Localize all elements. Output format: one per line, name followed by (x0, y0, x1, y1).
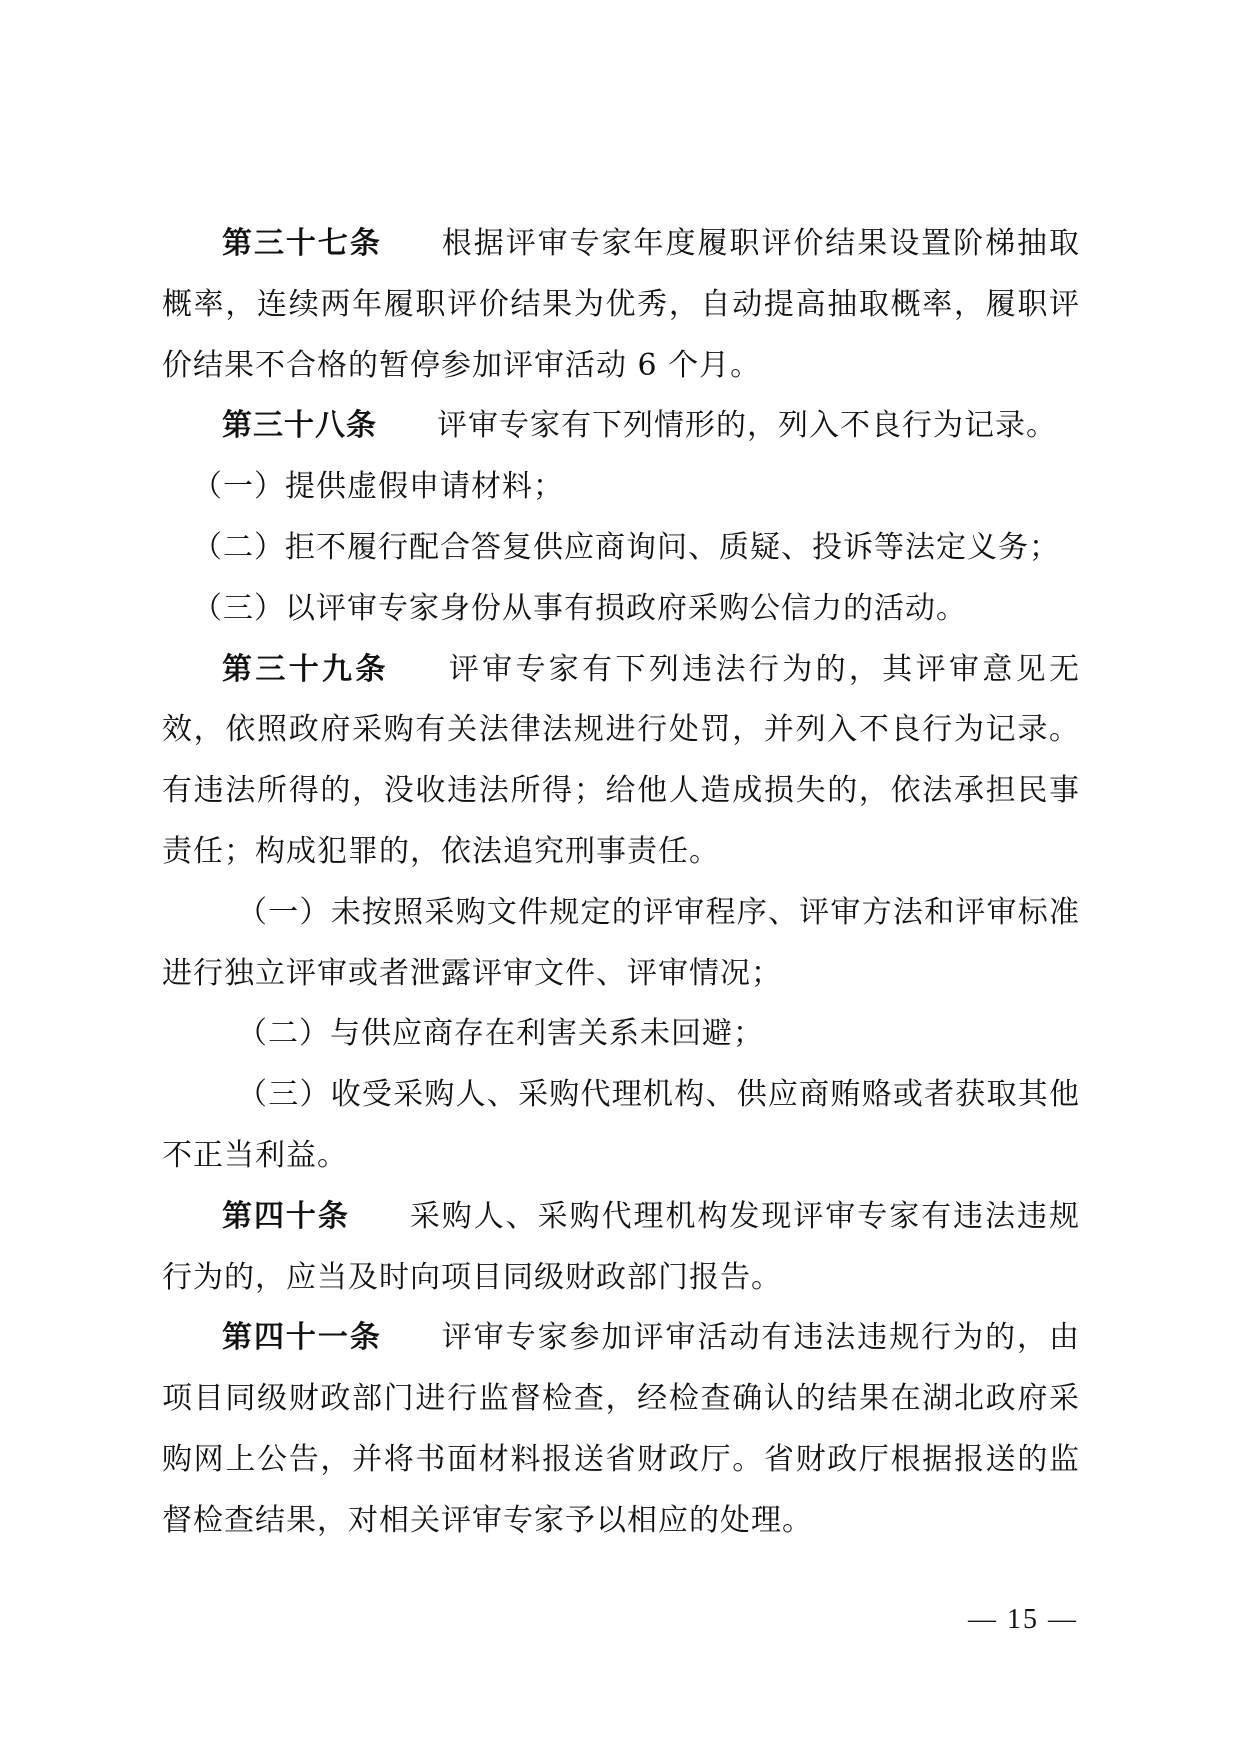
article-38-item-3: （三）以评审专家身份从事有损政府采购公信力的活动。 (192, 590, 967, 626)
article-39-item-3: （三）收受采购人、采购代理机构、供应商贿赂或者获取其他不正当利益。 (162, 1077, 1080, 1173)
article-38-item-1: （一）提供虚假申请材料； (192, 469, 564, 505)
article-39-title: 第三十九条 (222, 651, 389, 687)
article-38-item-2: （二）拒不履行配合答复供应商询问、质疑、投诉等法定义务； (192, 529, 1060, 565)
document-body (162, 214, 1080, 1552)
article-39-item-1: （一）未按照采购文件规定的评审程序、评审方法和评审标准进行独立评审或者泄露评审文件、评审情况； (162, 894, 1080, 991)
article-37-text: 根据评审专家年度履职评价结果设置阶梯抽取概率，连续两年履职评价结果为优秀，自动提高抽取概率，履职评价结果不合格的暂停参加评审活动 6 个月。 (162, 226, 1081, 383)
article-39-item-2: （二）与供应商存在利害关系未回避； (237, 1016, 764, 1052)
article-38-title: 第三十八条 (222, 408, 377, 444)
article-40-title: 第四十条 (222, 1198, 350, 1234)
article-40 (162, 1187, 1080, 1309)
article-38 (162, 396, 1080, 457)
article-37-title: 第三十七条 (222, 226, 382, 261)
article-39 (162, 640, 1080, 883)
article-41-title: 第四十一条 (222, 1320, 382, 1356)
page-number: — 15 — (968, 1604, 1078, 1635)
article-41-text: 评审专家参加评审活动有违法违规行为的，由项目同级财政部门进行监督检查，经检查确认的结果在湖北政府采购网上公告，并将书面材料报送省财政厅。省财政厅根据报送的监督检查结果，对相关评审专家予以相应的处理。 (162, 1320, 1081, 1538)
article-40-text: 采购人、采购代理机构发现评审专家有违法违规行为的，应当及时向项目同级财政部门报告。 (162, 1198, 1081, 1295)
article-37 (162, 214, 1080, 396)
article-38-text: 评审专家有下列情形的，列入不良行为记录。 (437, 408, 1057, 444)
article-39-text: 评审专家有下列违法行为的，其评审意见无效，依照政府采购有关法律法规进行处罚，并列入不良行为记录。有违法所得的，没收违法所得；给他人造成损失的，依法承担民事责任；构成犯罪的，依法追究刑事责任。 (162, 651, 1081, 869)
article-41 (162, 1308, 1080, 1551)
